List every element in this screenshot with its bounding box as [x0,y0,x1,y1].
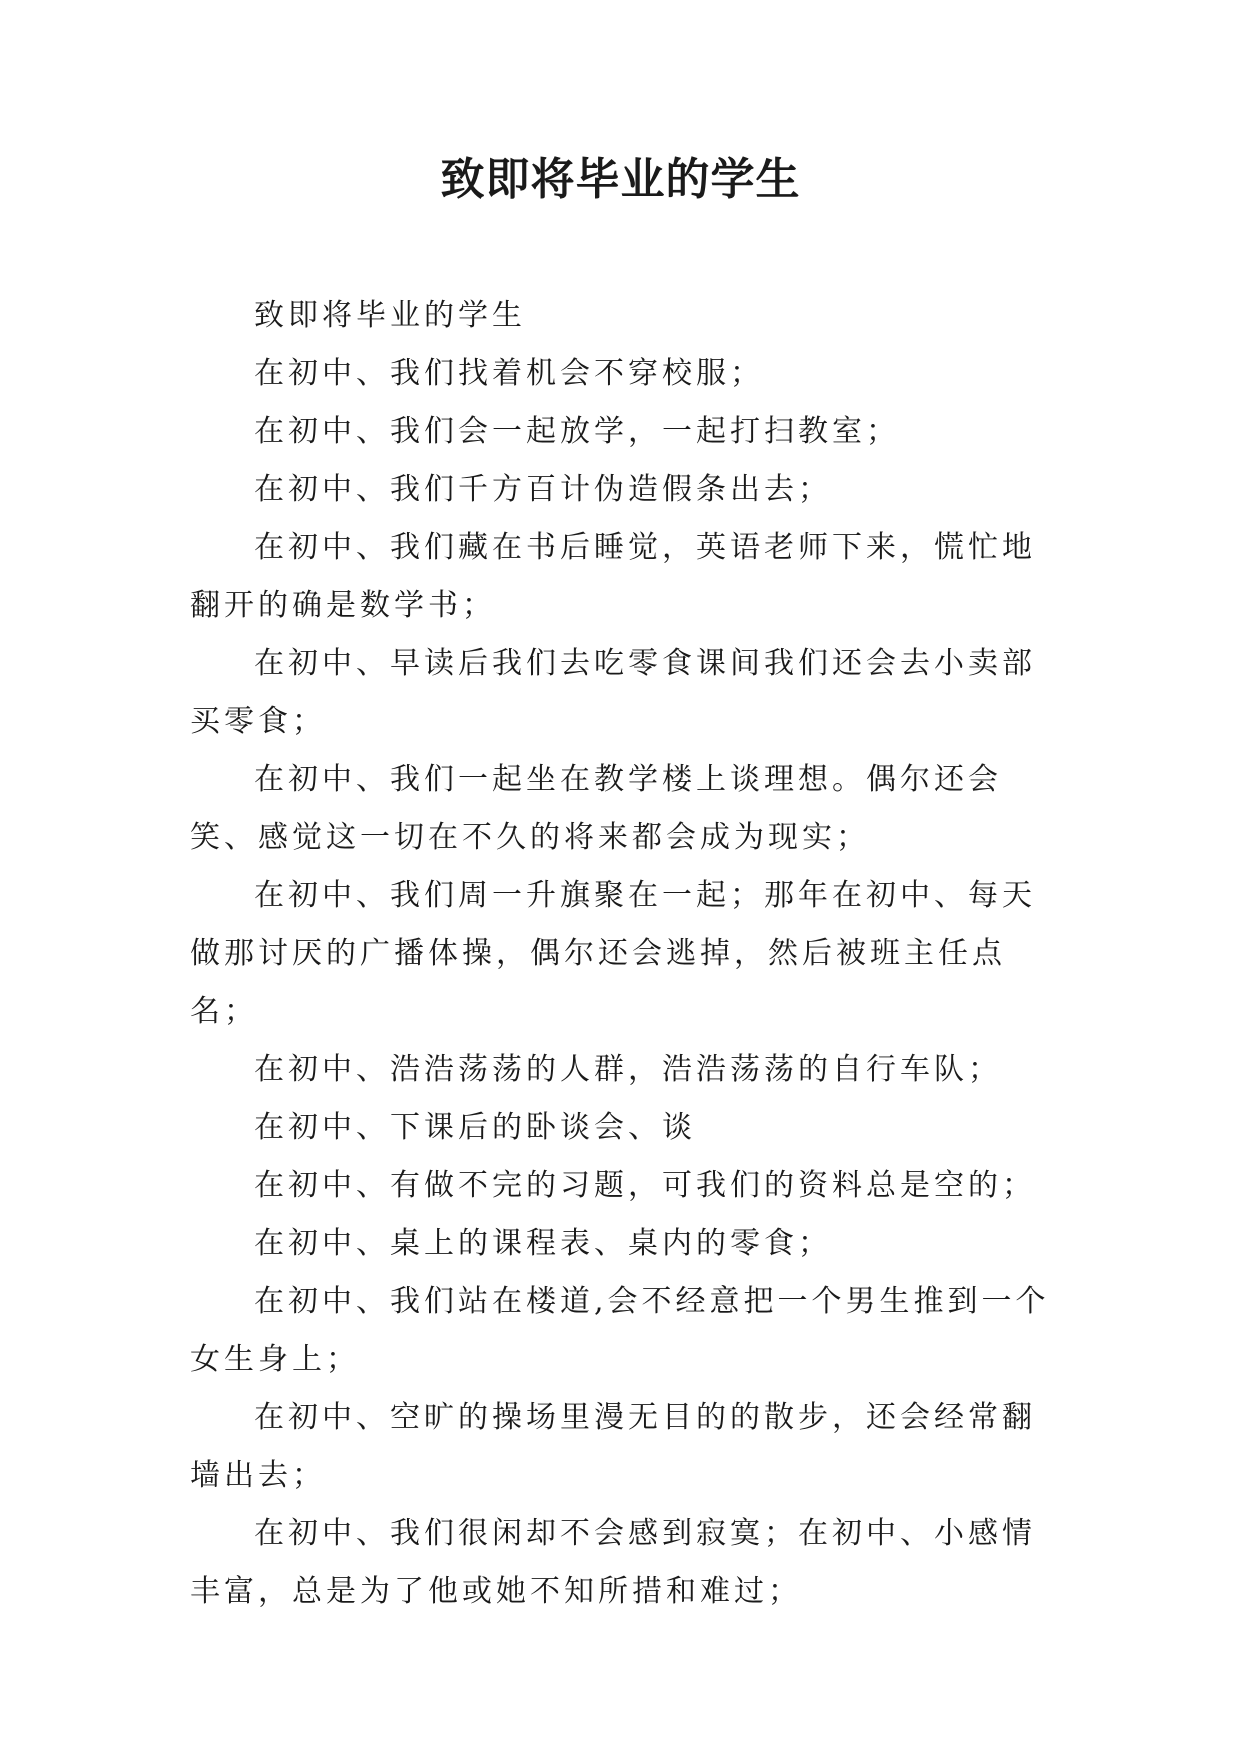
paragraph: 在初中、我们一起坐在教学楼上谈理想。偶尔还会笑、感觉这一切在不久的将来都会成为现实； [190,762,1002,855]
paragraph: 在初中、我们会一起放学，一起打扫教室； [254,414,900,449]
document-body [190,287,1060,1621]
document-title: 致即将毕业的学生 [440,154,801,205]
paragraph: 在初中、我们千方百计伪造假条出去； [254,472,832,507]
paragraph: 在初中、下课后的卧谈会、谈 [254,1110,696,1145]
paragraph: 在初中、我们很闲却不会感到寂寞；在初中、小感情丰富，总是为了他或她不知所措和难过； [190,1516,1036,1609]
paragraph: 在初中、有做不完的习题，可我们的资料总是空的； [254,1168,1036,1203]
paragraph: 在初中、空旷的操场里漫无目的的散步，还会经常翻墙出去； [190,1400,1036,1493]
paragraph: 在初中、我们站在楼道,会不经意把一个男生推到一个女生身上； [190,1284,1050,1377]
paragraph: 在初中、我们找着机会不穿校服； [254,356,764,391]
paragraph: 在初中、桌上的课程表、桌内的零食； [254,1226,832,1261]
paragraph: 在初中、我们藏在书后睡觉，英语老师下来，慌忙地翻开的确是数学书； [190,530,1036,623]
paragraph: 致即将毕业的学生 [254,298,526,333]
paragraph: 在初中、早读后我们去吃零食课间我们还会去小卖部买零食； [190,646,1036,739]
paragraph: 在初中、我们周一升旗聚在一起；那年在初中、每天做那讨厌的广播体操，偶尔还会逃掉，然后被班主任点名； [190,878,1036,1029]
paragraph: 在初中、浩浩荡荡的人群，浩浩荡荡的自行车队； [254,1052,1002,1087]
